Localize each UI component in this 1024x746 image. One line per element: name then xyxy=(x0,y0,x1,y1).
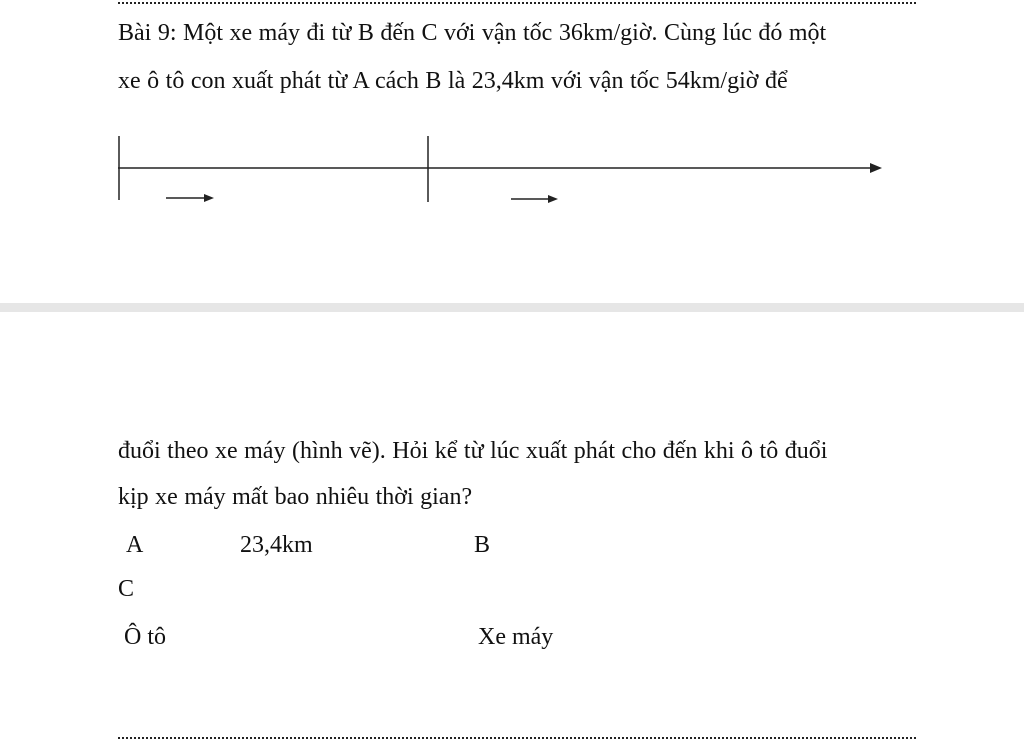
document-page-bottom xyxy=(0,312,1024,746)
motion-diagram xyxy=(0,0,1024,303)
problem-line-1: Bài 9: Một xe máy đi từ B đến C với vận tốc 36km/giờ. Cùng lúc đó một xyxy=(118,20,827,46)
problem-line-4: kịp xe máy mất bao nhiêu thời gian? xyxy=(118,484,473,510)
motorbike-arrowhead xyxy=(548,195,558,203)
problem-line-2: xe ô tô con xuất phát từ A cách B là 23,4km với vận tốc 54km/giờ để xyxy=(118,68,788,94)
car-arrowhead xyxy=(204,194,214,202)
label-car: Ô tô xyxy=(124,624,166,650)
bottom-dotted-rule xyxy=(118,737,916,739)
line-arrowhead xyxy=(870,163,882,173)
problem-line-3: đuổi theo xe máy (hình vẽ). Hỏi kể từ lúc xuất phát cho đến khi ô tô đuổi xyxy=(118,438,828,464)
page-gap xyxy=(0,303,1024,312)
label-a: A xyxy=(126,532,144,558)
label-distance: 23,4km xyxy=(240,532,313,558)
label-c: C xyxy=(118,576,135,602)
label-motorbike: Xe máy xyxy=(478,624,554,650)
label-b: B xyxy=(474,532,491,558)
document-page-top xyxy=(0,0,1024,303)
